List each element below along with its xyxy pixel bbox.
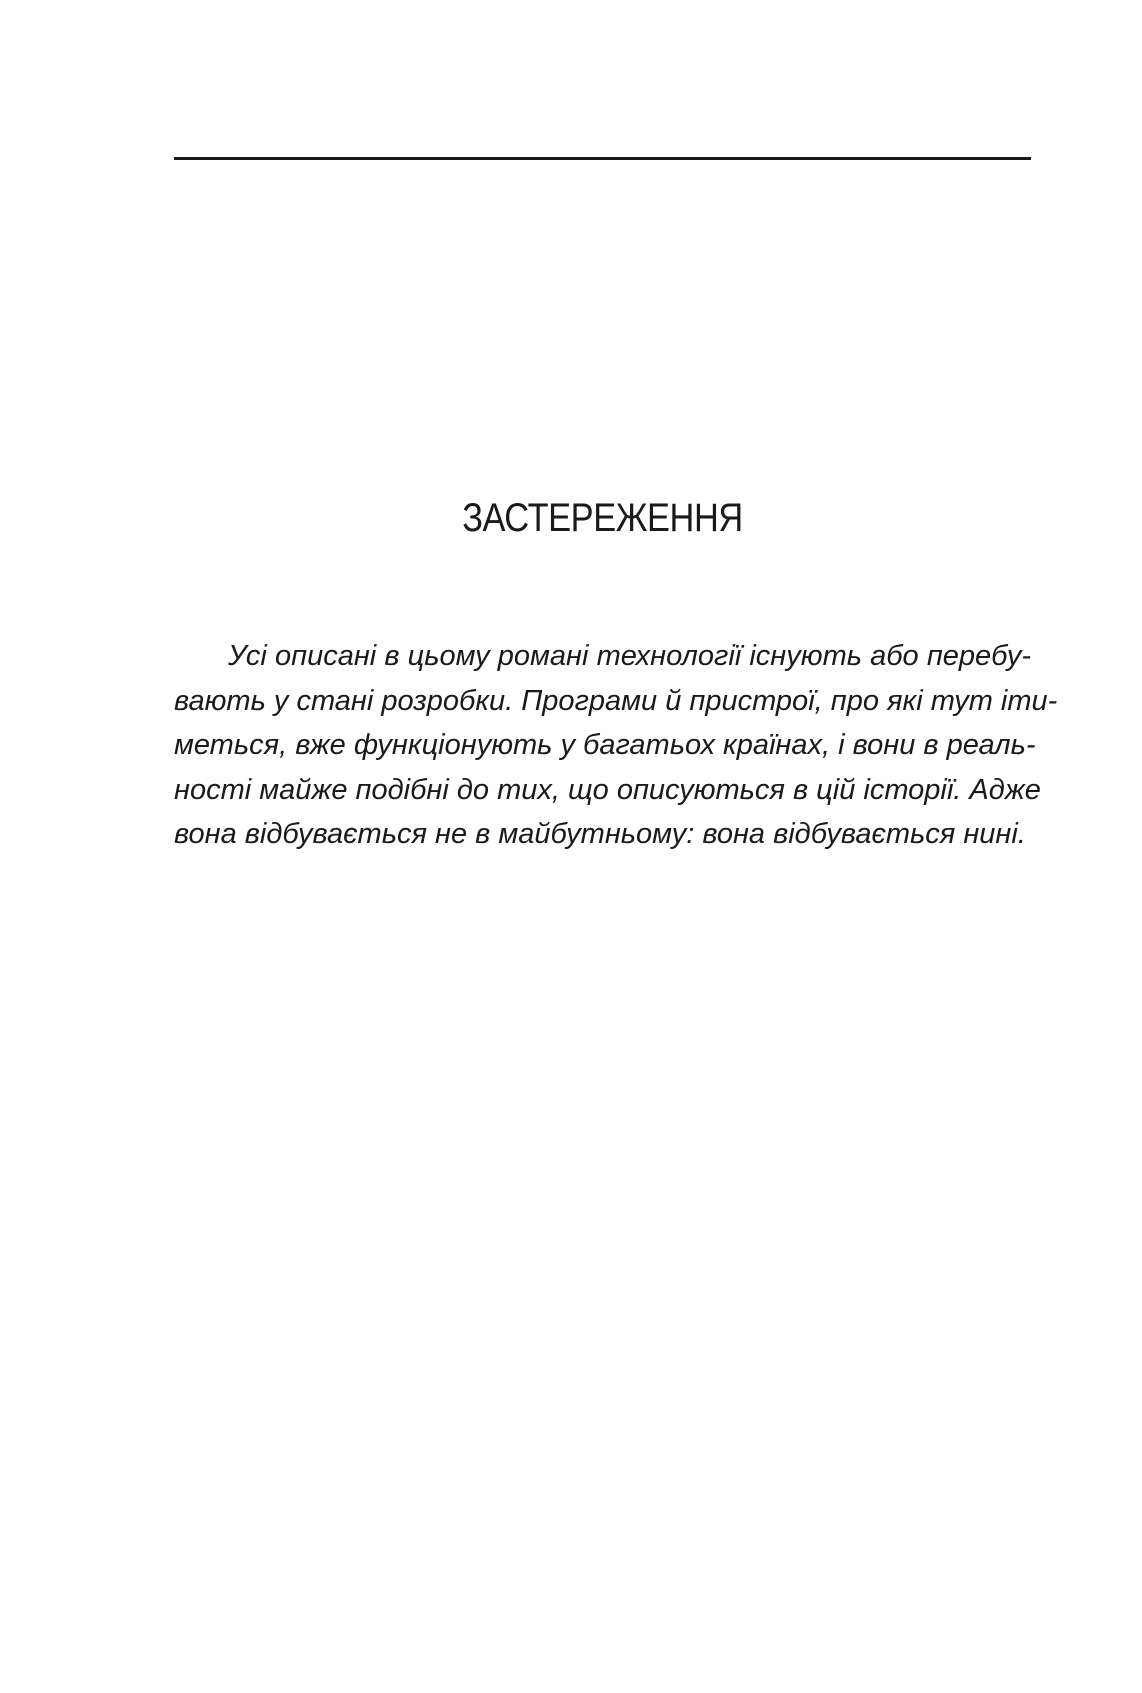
disclaimer-paragraph <box>174 634 1058 857</box>
paragraph-line: меться, вже функціонують у багатьох країнах, і вони в реаль- <box>174 729 1036 761</box>
paragraph-line: вають у стані розробки. Програми й пристрої, про які тут іти- <box>174 684 1058 717</box>
paragraph-line: вона відбувається не в майбутньому: вона відбувається нині. <box>174 818 1026 850</box>
top-horizontal-rule <box>174 157 1031 160</box>
paragraph-line: ності майже подібні до тих, що описуються в цій історії. Адже <box>174 773 1041 806</box>
page-title: ЗАСТЕРЕЖЕННЯ <box>462 496 743 540</box>
paragraph-line: Усі описані в цьому романі технології існують або перебу- <box>228 640 1031 672</box>
